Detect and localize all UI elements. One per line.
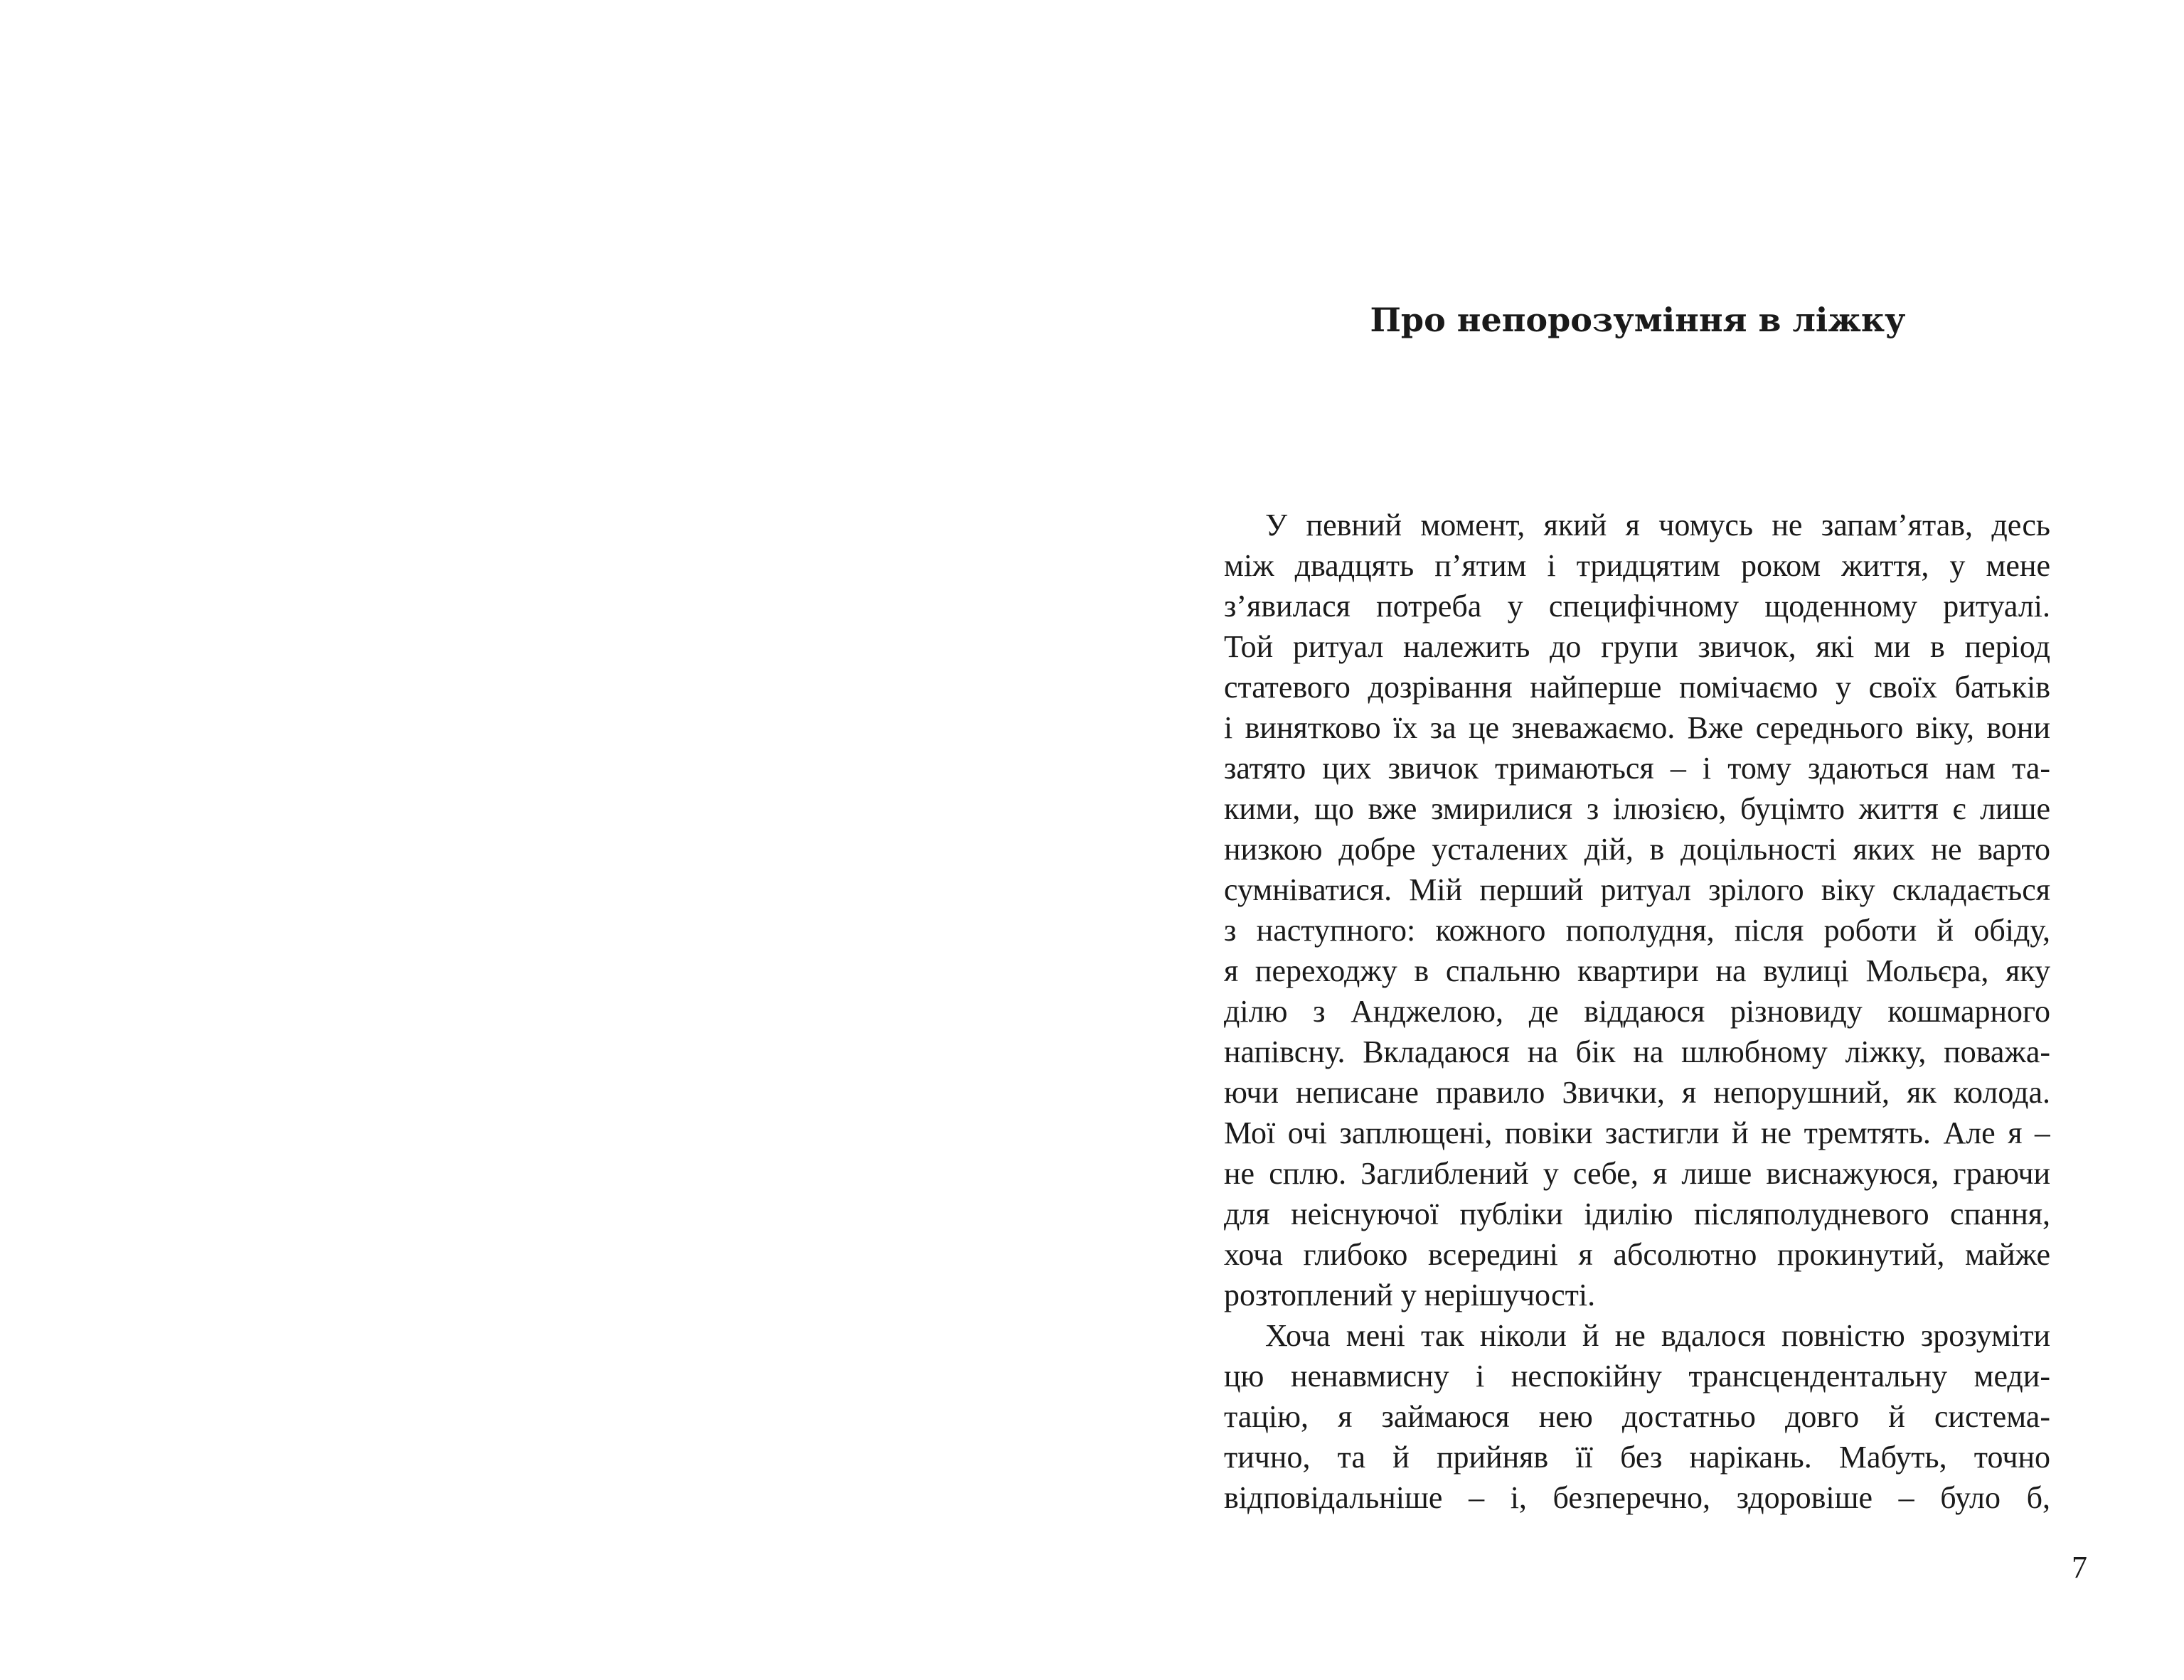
page-number: 7 bbox=[2072, 1550, 2087, 1585]
text-line: я переходжу в спальню квартири на вулиці Мольєра, яку bbox=[1224, 953, 2050, 988]
text-line: затято цих звичок тримаються – і тому здаються нам та- bbox=[1224, 751, 2050, 786]
text-line: низкою добре усталених дій, в доцільності яких не варто bbox=[1224, 832, 2050, 867]
chapter-title: Про непорозуміння в ліжку bbox=[1370, 301, 1906, 339]
text-line: статевого дозрівання найперше помічаємо у своїх батьків bbox=[1224, 670, 2050, 705]
text-line: хоча глибоко всередині я абсолютно прокинутий, майже bbox=[1224, 1237, 2050, 1272]
text-line: з’явилася потреба у специфічному щоденному ритуалі. bbox=[1224, 589, 2050, 624]
text-line: сумніватися. Мій перший ритуал зрілого віку складається bbox=[1224, 872, 2050, 907]
body-text bbox=[1224, 505, 2050, 1518]
text-line: тацію, я займаюся нею достатньо довго й система- bbox=[1224, 1399, 2050, 1434]
text-line: У певний момент, який я чомусь не запам’ятав, десь bbox=[1265, 508, 2050, 542]
text-line: тично, та й прийняв її без нарікань. Мабуть, точно bbox=[1224, 1440, 2050, 1475]
text-line: і винятково їх за це зневажаємо. Вже середнього віку, вони bbox=[1224, 710, 2050, 745]
text-line: з наступного: кожного пополудня, після роботи й обіду, bbox=[1224, 913, 2050, 948]
text-line: Мої очі заплющені, повіки застигли й не тремтять. Але я – bbox=[1224, 1115, 2050, 1150]
text-line: Той ритуал належить до групи звичок, які ми в період bbox=[1224, 629, 2050, 664]
text-line: для неіснуючої публіки ідилію післяполудневого спання, bbox=[1224, 1197, 2050, 1231]
text-line: Хоча мені так ніколи й не вдалося повністю зрозуміти bbox=[1265, 1318, 2050, 1353]
text-line: ділю з Анджелою, де віддаюся різновиду кошмарного bbox=[1224, 994, 2050, 1029]
text-line: між двадцять п’ятим і тридцятим роком життя, у мене bbox=[1224, 548, 2050, 583]
right-page bbox=[1092, 0, 2184, 1680]
text-line: ючи неписане правило Звички, я непорушний, як колода. bbox=[1224, 1075, 2050, 1110]
text-line: цю ненавмисну і неспокійну трансцендентальну меди- bbox=[1224, 1359, 2050, 1393]
text-line: не сплю. Заглиблений у себе, я лише виснажуюся, граючи bbox=[1224, 1156, 2050, 1191]
text-line: відповідальніше – і, безперечно, здоровіше – було б, bbox=[1224, 1480, 2050, 1515]
text-line: розтоплений у нерішучості. bbox=[1224, 1278, 1596, 1312]
text-line: кими, що вже змирилися з ілюзією, буцімто життя є лише bbox=[1224, 791, 2050, 826]
text-line: напівсну. Вкладаюся на бік на шлюбному ліжку, поважа- bbox=[1224, 1034, 2050, 1069]
